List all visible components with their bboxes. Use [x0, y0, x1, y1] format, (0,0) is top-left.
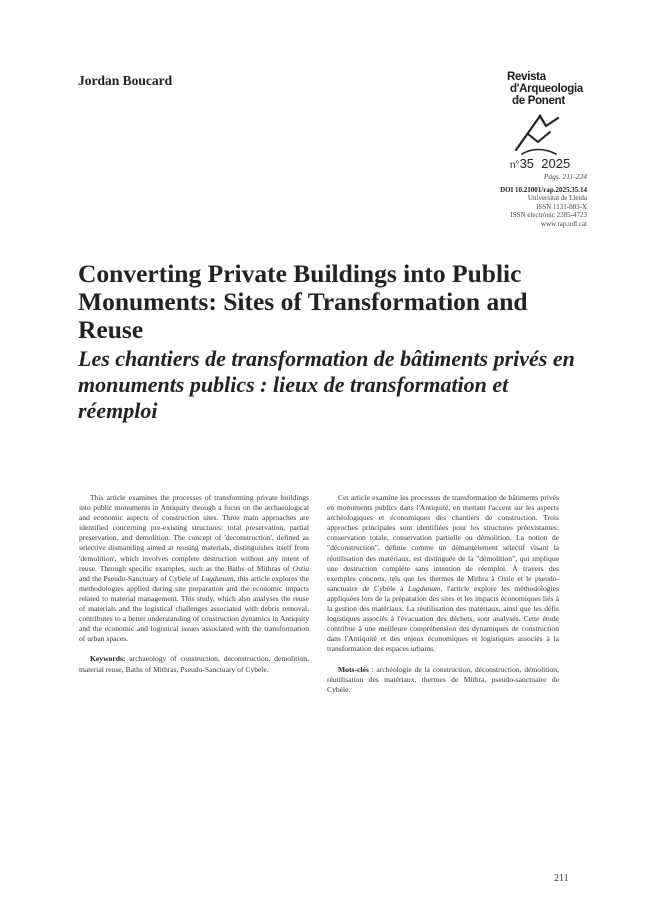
- doi: DOI 10.21001/rap.2025.35.14: [500, 186, 587, 194]
- issn: ISSN 1131-883-X: [536, 202, 587, 211]
- italic-lugdunum-fr: Lugdunum: [408, 583, 441, 593]
- website-link[interactable]: www.rap.udl.cat: [540, 219, 587, 228]
- keywords-french: [327, 665, 559, 695]
- journal-name-line-1: Revista: [507, 71, 546, 83]
- issue-number: 35: [519, 156, 535, 171]
- issue-info: [510, 156, 588, 171]
- abstract-english-part-2: and the Pseudo-Sanctuary of Cybele of: [79, 573, 202, 583]
- journal-name-line-2: d'Arqueologia: [510, 83, 583, 95]
- journal-logo-icon: [510, 110, 570, 158]
- journal-name-line-3: de Ponent: [512, 95, 565, 107]
- page-number: 211: [554, 873, 569, 884]
- keywords-label: Keywords:: [90, 654, 126, 664]
- abstract-french-part-1: Cet article examine les processus de transformation de bâtiments privés en monuments publics dans l'Antiquité, en mettant l'accent sur les aspects archéologiques et économiques des chantiers de construction. Trois approches principales sont identifiées pour les structures préexistantes: conservation totale, conservation partielle ou démolition. La notion de "déconstruction", définie comme un démantèlement sélectif visant la réutilisation des matériaux, est distinguée de la "démolition", qui implique une destruction complète sans intention de réemploi. À travers des exemples concrets, tels que les thermes de Mithra à Ostie et le pseudo-sanctuaire de Cybèle à: [327, 493, 559, 593]
- keywords-english: [79, 654, 309, 674]
- author-name: Jordan Boucard: [78, 73, 173, 88]
- article-title-english: Converting Private Buildings into Public Monuments: Sites of Transformation and Reuse: [78, 259, 528, 344]
- italic-ostia: Ostia: [292, 563, 309, 573]
- mots-cles-list: : archéologie de la construction, déconstruction, démolition, réutilisation des matériaux, thermes de Mithra, pseudo-sanctuaire de Cybèle.: [327, 664, 559, 694]
- italic-lugdunum: Lugdunum: [201, 573, 234, 583]
- abstract-french-text: [327, 493, 559, 655]
- abstract-french: [327, 493, 559, 705]
- issue-prefix: n°: [510, 160, 520, 171]
- abstract-french-part-2: , l'article explore les méthodologies appliquées lors de la préparation des sites et les impacts économiques liés à la gestion des matériaux. La réutilisation des matériaux, ainsi que les défis logistiques associés à l'évacuation des déchets, sont analysés. Cette étude contribue à une meilleure compréhension des dynamiques de construction dans l'Antiquité et des enjeux économiques et logistiques associés à la transformation des espaces urbains.: [327, 583, 559, 654]
- journal-name: [507, 71, 597, 107]
- abstract-english-part-3: , this article explores the methodologies applied during site preparation and the economic impacts related to material management. This study, which also analyses the reuse of materials and the logistical challenges associated with debris removal, contributes to a better understanding of construction dynamics in Antiquity and the economic and logistical issues associated with the transformation of urban spaces.: [79, 573, 310, 644]
- publication-meta: [500, 186, 587, 228]
- article-title-french: Les chantiers de transformation de bâtiments privés en monuments publics : lieux de transformation et réemploi: [78, 346, 575, 423]
- issue-year: 2025: [541, 156, 571, 171]
- abstract-english-part-1: This article examines the processes of transforming private buildings into public monuments in Antiquity through a focus on the archaeological and economic aspects of construction sites. Three main approaches are identified concerning pre-existing structures: total preservation, partial preservation, and demolition. The concept of 'deconstruction', defined as selective dismantling aimed at reusing materials, distinguishes itself from 'demolition', which involves complete destruction without any intent of reuse. Through specific examples, such as the Baths of Mithras of: [79, 493, 309, 573]
- abstract-english: [79, 493, 309, 685]
- keywords-list: archaeology of construction, deconstruction, demolition, material reuse, Baths of Mithras, Pseudo-Sanctuary of Cybele.: [79, 654, 309, 674]
- page-range: Págs. 211-224: [543, 172, 587, 181]
- university: Universitat de Lleida: [527, 194, 587, 203]
- issn-electronic: ISSN electrònic 2385-4723: [510, 211, 587, 220]
- abstract-english-text: [79, 493, 309, 644]
- mots-cles-label: Mots-clés: [338, 664, 369, 674]
